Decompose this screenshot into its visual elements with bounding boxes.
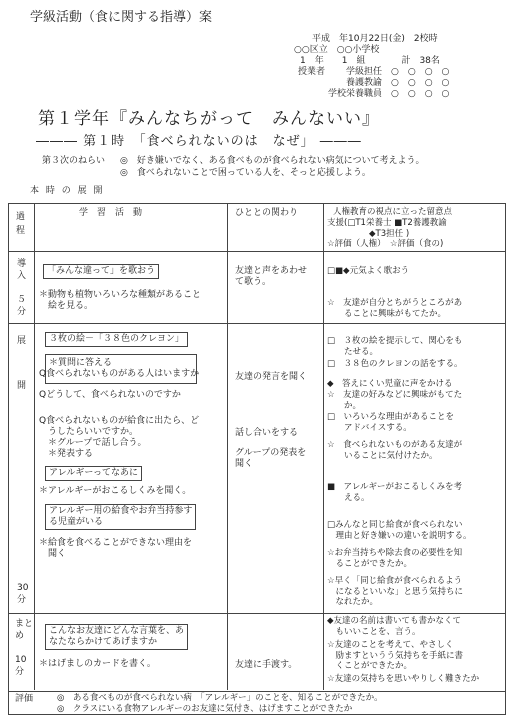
develop-box-1 (45, 332, 188, 347)
header-notes-eval: ☆評価（人権） ☆評価（食の) (327, 239, 444, 249)
summary-note-3: ☆友達の気持ちを思いやりしく難きたか (327, 674, 480, 684)
develop-note-7: ■ アレルギーがおこるしくみを考 える。 (327, 482, 462, 503)
evaluation-2: ◎ クラスにいる食物アレルギーのお友達に気付き、はげますことができたか (57, 704, 353, 714)
instructor-label: 授業者 (298, 67, 326, 77)
question-3: Q食べられないものが給食に出たら、ど うしたらいいですか。 ＊グループで話し合う。 ＊発表する (39, 416, 200, 459)
header-relation: ひととの関わり (235, 208, 299, 218)
summary-relation: 友達に手渡す。 (235, 660, 298, 670)
question-label: ＊質問に答える (49, 358, 113, 368)
develop-note-6: ☆ 食べられないものがある友達が いることに気付けたか。 (327, 440, 463, 461)
intro-box-text: 「みんな違って」を歌おう (43, 264, 159, 279)
intro-note-2: ☆ 友達が自分とちがうところがあ ることに興味がもてたか。 (327, 298, 463, 319)
aim-1: ◎ 好き嫌いでなく、ある食べものが食べられない病気について考えよう。 (120, 156, 425, 166)
nutritionist: 学校栄養職員 ○ ○ ○ ○ (328, 89, 450, 99)
develop-note-4: ☆ 友達の好みなどに興味がもてた か。 (327, 390, 463, 411)
develop-box-1-text: ３枚の絵－「３８色のクレヨン」 (45, 332, 188, 347)
header-notes-support: 支援(□T1栄養士 ■T2養護教諭 (327, 218, 447, 228)
header-activity: 学 習 活 動 (79, 208, 143, 218)
header-notes-support2: ◆T3担任 ) (369, 229, 410, 239)
question-1: Q食べられないものがある人はいますか (39, 369, 200, 379)
develop-box-3 (45, 504, 196, 530)
header-notes-title: 人権教育の視点に立った留意点 (333, 207, 453, 217)
develop-activity-2: ＊給食を食べることができない理由を 聞く (39, 538, 193, 559)
summary-note-1: ◆友達の名前は書いても書かなくて もいいことを、言う。 (327, 616, 462, 637)
develop-note-5: □ いろいろな理由があることを アドバイスする。 (327, 412, 455, 433)
lesson-subtitle: ――― 第１時 「食べられないのは なぜ」 ――― (36, 134, 362, 149)
develop-activity-1: ＊アレルギーがおこるしくみを聞く。 (39, 486, 192, 496)
develop-note-10: ☆早く「同じ給食が食べられるよう になるといいな」と思う気持ちに なれたか。 (327, 576, 464, 607)
develop-note-3: ◆ 答えにくい児童に声をかける (327, 379, 453, 389)
intro-box (43, 264, 159, 279)
develop-box-3-text: アレルギー用の給食やお弁当持参す る児童がいる (45, 504, 196, 530)
school-nurse: 養護教諭 ○ ○ ○ ○ (346, 78, 450, 88)
develop-note-1: □ ３枚の絵を提示して、関心をも たせる。 (327, 336, 463, 357)
homeroom-teacher: 学級担任 ○ ○ ○ ○ (346, 67, 450, 77)
lesson-plan-table (8, 203, 506, 715)
phase-develop: 展 開 (17, 336, 27, 391)
intro-relation: 友達と声をあわせ て歌う。 (235, 266, 308, 287)
develop-note-9: ☆お弁当持ちや除去食の必要性を知 ることができたか。 (327, 548, 463, 569)
summary-note-2: ☆友達のことを考えて、やさしく 励ますというう気持ちを手紙に書 くことができたか。 (327, 640, 464, 671)
phase-summary: まと め 10 分 (15, 619, 34, 677)
develop-relation-2: 話し合いをする (235, 428, 299, 438)
develop-note-8: □みんなと同じ給食が食べられない 理由と好き嫌いの違いを説明する。 (327, 520, 472, 541)
question-2: Qどうして、食べられないのですか (39, 390, 181, 400)
develop-box-2-text: アレルギーってなあに (45, 466, 142, 481)
school-name: ○○区立 ○○小学校 (294, 45, 380, 55)
aim-2: ◎ 食べられないことで困っている人を、そっと応援しよう。 (120, 168, 371, 178)
develop-relation-3: グループの発表を 聞く (235, 448, 307, 469)
intro-note-1: □■◆元気よく歌おう (327, 266, 410, 276)
section-label: 本 時 の 展 開 (30, 186, 105, 196)
summary-box-text: こんなお友達にどんな言葉を、あ なたならかけてあげますか (45, 624, 188, 650)
lesson-title: 第１学年『みんなちがって みんないい』 (38, 109, 380, 129)
develop-minutes: 30 分 (17, 583, 29, 605)
header-process: 過 程 (16, 212, 26, 236)
lesson-date: 平成 年10月22日(金) 2校時 (312, 34, 438, 44)
intro-activity: ＊動物も植物いろいろな種類があること 絵を見る。 (39, 290, 202, 311)
develop-box-2 (45, 466, 142, 481)
evaluation-label: 評価 (15, 694, 34, 704)
evaluation-1: ◎ ある食べものが食べられない病 「アレルギー」のことを、知ることができたか。 (57, 693, 383, 703)
class-info: 1 年 1 組 計 38名 (300, 56, 440, 66)
develop-note-2: □ ３８色のクレヨンの話をする。 (327, 359, 463, 369)
develop-relation-1: 友達の発言を聞く (235, 372, 308, 382)
aims-label: 第３次のねらい (42, 156, 106, 166)
document-title: 学級活動（食に関する指導）案 (30, 10, 213, 25)
phase-intro: 導 入 ５ 分 (17, 259, 27, 317)
summary-activity: ＊はげましのカードを書く。 (39, 659, 156, 669)
summary-box (45, 624, 188, 650)
